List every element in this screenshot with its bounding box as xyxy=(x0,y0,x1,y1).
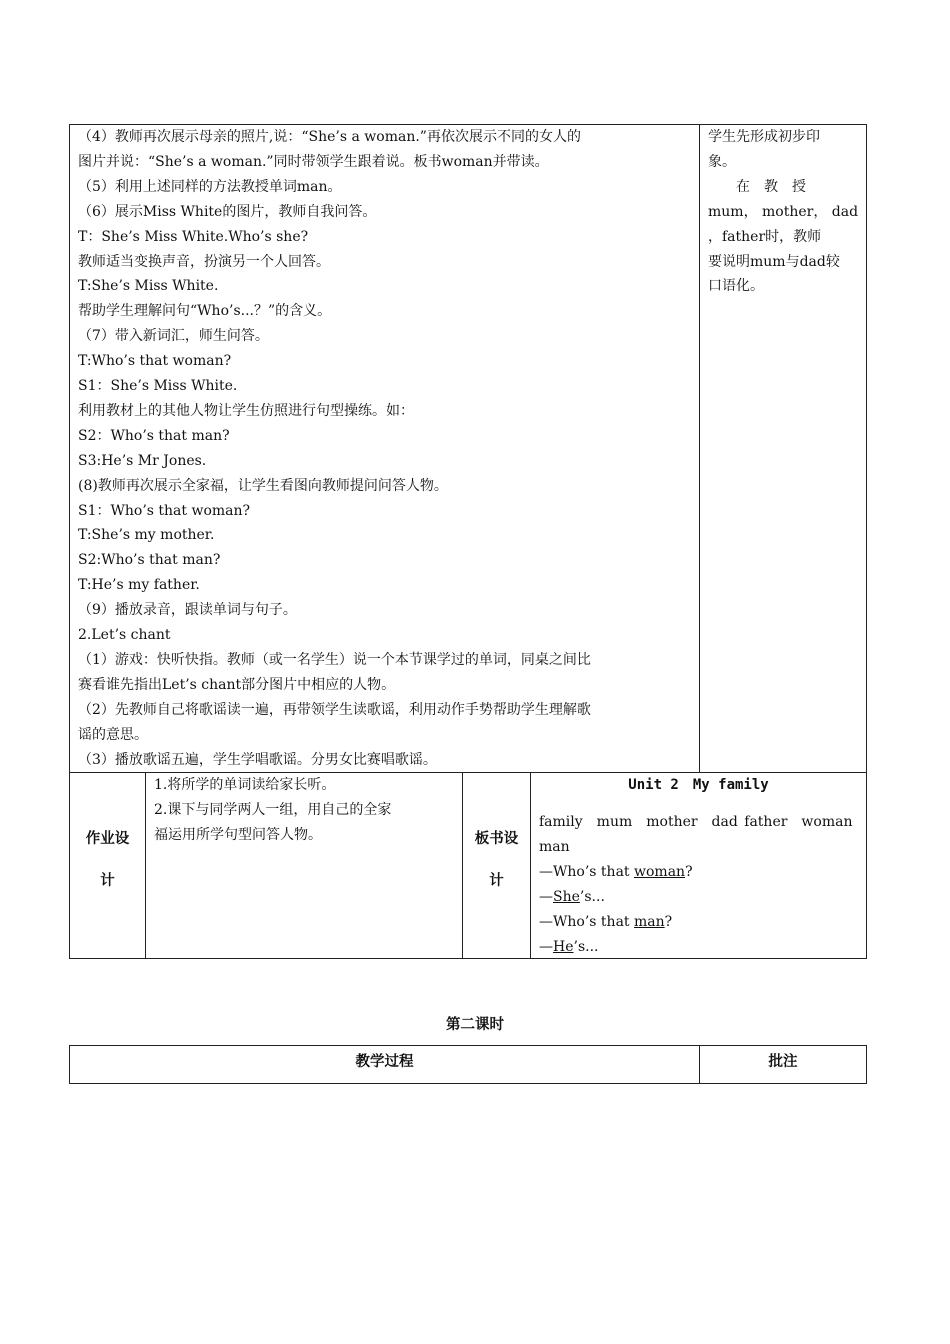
board-question-2 xyxy=(539,910,672,935)
procedure-line: T：She’s Miss White.Who’s she? xyxy=(78,228,309,245)
board-words-cont: man xyxy=(539,839,570,855)
procedure-line: T:He’s my father. xyxy=(78,577,200,594)
board-a1-dash: — xyxy=(539,889,553,905)
notes-line: 要说明mum与dad较 xyxy=(708,253,840,270)
notes-line: 象。 xyxy=(708,153,736,170)
board-q2-mark: ? xyxy=(664,914,673,930)
homework-line: 福运用所学句型问答人物。 xyxy=(154,826,322,843)
procedure-line: 教师适当变换声音，扮演另一个人回答。 xyxy=(78,253,330,270)
section-title: 第二课时 xyxy=(446,1017,504,1033)
procedure-line: （2）先教师自己将歌谣读一遍，再带领学生读歌谣，利用动作手势帮助学生理解歌 xyxy=(78,701,591,718)
procedure-line: （9）播放录音，跟读单词与句子。 xyxy=(78,602,297,619)
board-q2-keyword: man xyxy=(634,914,665,930)
board-question-1 xyxy=(539,860,693,885)
notes-line: 学生先形成初步印 xyxy=(708,129,820,145)
homework-line: 2.课下与同学两人一组，用自己的全家 xyxy=(154,801,392,818)
column-divider xyxy=(145,772,146,959)
board-a1-text: ’s... xyxy=(579,889,605,905)
procedure-line: 赛看谁先指出Let’s chant部分图片中相应的人物。 xyxy=(78,676,396,693)
board-words: family mum mother dad father woman xyxy=(539,814,853,830)
col-header-procedure: 教学过程 xyxy=(355,1054,414,1070)
board-q1-text: —Who’s that xyxy=(539,864,634,880)
procedure-line: 利用教材上的其他人物让学生仿照进行句型操练。如： xyxy=(78,402,414,419)
procedure-line: 图片并说：“She’s a woman.”同时带领学生跟着说。板书woman并带读。 xyxy=(78,153,549,170)
procedure-line: T:She’s Miss White. xyxy=(78,278,219,295)
board-label-line2: 计 xyxy=(489,873,504,889)
procedure-line: 帮助学生理解问句“Who’s...？”的含义。 xyxy=(78,303,332,320)
procedure-line: T:Who’s that woman? xyxy=(78,353,232,370)
procedure-line: （7）带入新词汇，师生问答。 xyxy=(78,328,269,345)
procedure-line: （6）展示Miss White的图片，教师自我问答。 xyxy=(78,203,377,220)
procedure-line: （1）游戏：快听快指。教师（或一名学生）说一个本节课学过的单词，同桌之间比 xyxy=(78,651,591,668)
column-divider xyxy=(530,772,531,959)
homework-label-line1: 作业设 xyxy=(85,831,130,847)
procedure-line: 谣的意思。 xyxy=(78,726,148,743)
board-label-line1: 板书设 xyxy=(474,831,519,847)
board-title: Unit 2 My family xyxy=(628,777,769,793)
notes-line: 在 教 授 xyxy=(708,178,806,195)
board-q1-mark: ? xyxy=(685,864,693,880)
procedure-line: （3）播放歌谣五遍，学生学唱歌谣。分男女比赛唱歌谣。 xyxy=(78,751,437,768)
notes-line: ，father时，教师 xyxy=(708,228,822,245)
procedure-line: S3:He’s Mr Jones. xyxy=(78,452,207,469)
column-divider xyxy=(699,124,700,773)
board-answer-1 xyxy=(539,885,605,910)
col-header-notes: 批注 xyxy=(768,1054,798,1070)
board-q1-keyword: woman xyxy=(634,864,686,880)
board-q2-text: —Who’s that xyxy=(539,914,634,930)
notes-line: 口语化。 xyxy=(708,278,764,295)
board-answer-2 xyxy=(539,935,599,960)
procedure-line: 2.Let’s chant xyxy=(78,627,171,643)
procedure-line: T:She’s my mother. xyxy=(78,527,215,544)
procedure-line: S1：She’s Miss White. xyxy=(78,378,238,394)
board-a1-keyword: She xyxy=(553,889,580,905)
procedure-line: (8)教师再次展示全家福，让学生看图向教师提问问答人物。 xyxy=(78,477,448,494)
notes-line: mum， mother， dad xyxy=(708,203,859,220)
board-a2-dash: — xyxy=(539,939,553,955)
procedure-line: （4）教师再次展示母亲的照片,说：“She’s a woman.”再依次展示不同的女人的 xyxy=(78,129,581,145)
homework-line: 1.将所学的单词读给家长听。 xyxy=(154,777,336,793)
procedure-line: （5）利用上述同样的方法教授单词man。 xyxy=(78,178,342,195)
board-a2-text: ’s... xyxy=(573,939,599,955)
board-label xyxy=(463,829,530,891)
homework-label xyxy=(70,829,145,891)
procedure-line: S2：Who’s that man? xyxy=(78,427,230,444)
homework-label-line2: 计 xyxy=(100,873,115,889)
procedure-line: S2:Who’s that man? xyxy=(78,552,221,569)
board-a2-keyword: He xyxy=(553,939,574,955)
procedure-line: S1：Who’s that woman? xyxy=(78,502,251,519)
